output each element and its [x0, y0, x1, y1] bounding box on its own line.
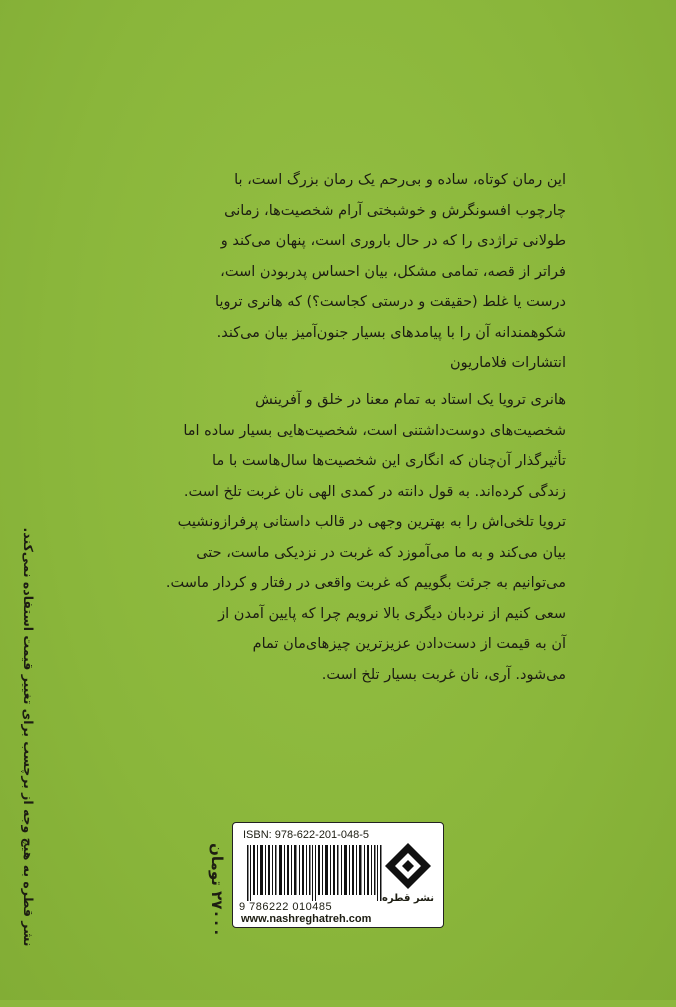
barcode-box	[232, 822, 444, 928]
blurb-line: شکوهمندانه آن را با پیامدهای بسیار جنون‌آمیز بیان می‌کند.	[216, 324, 566, 341]
blurb-line: طولانی تراژدی را که در حال باروری است، پنهان می‌کند و	[220, 233, 566, 249]
blurb-line: هانری ترویا یک استاد به تمام معنا در خلق و آفرینش	[255, 392, 566, 408]
ghatreh-logo-icon	[383, 841, 433, 891]
blurb-author-description	[146, 385, 566, 690]
blurb-line: درست یا غلط (حقیقت و درستی کجاست؟) که هانری ترویا	[215, 294, 566, 310]
blurb-line: می‌شود. آری، نان غربت بسیار تلخ است.	[321, 666, 566, 683]
isbn-label: ISBN: 978-622-201-048-5	[243, 829, 369, 841]
publisher-attribution: انتشارات فلاماریون	[449, 355, 566, 371]
blurb-line: می‌توانیم به جرئت بگوییم که غربت واقعی در رفتار و کردار ماست.	[165, 575, 566, 591]
blurb-line: آن به قیمت از دست‌دادن عزیزترین چیزهای‌مان تمام	[252, 636, 566, 652]
price-label: ۲۷۰۰۰ تومان	[208, 843, 226, 937]
barcode-number: 9 786222 010485	[239, 901, 333, 913]
blurb-line: تأثیرگذار آن‌چنان که انگاری این شخصیت‌ها سال‌هاست با ما	[212, 453, 566, 469]
blurb-line: ترویا تلخی‌اش را به بهترین وجهی در قالب داستانی پرفرازونشیب	[177, 514, 566, 530]
blurb-line: چارچوب افسونگرش و خوشبختی آرام شخصیت‌ها، زمانی	[224, 202, 566, 219]
blurb-line: بیان می‌کند و به ما می‌آموزد که غربت در نزدیکی ماست، حتی	[196, 544, 566, 561]
blurb-line: سعی کنیم از نردبان دیگری بالا نرویم چرا که پایین آمدن از	[218, 605, 566, 622]
blurb-line: این رمان کوتاه، ساده و بی‌رحم یک رمان بزرگ است، با	[234, 172, 566, 188]
barcode-image	[245, 845, 383, 901]
blurb-line: زندگی کرده‌اند. به قول دانته در کمدی الهی نان غربت تلخ است.	[183, 483, 566, 500]
publisher-logo-name: نشر قطره	[381, 893, 435, 904]
price-sticker-notice: نشر قطره به هیچ وجه از برچسب برای تغییر قیمت استفاده نمی‌کند.	[21, 527, 36, 947]
blurb-line: شخصیت‌های دوست‌داشتنی است، شخصیت‌هایی بسیار ساده اما	[183, 422, 566, 439]
blurb-line: فراتر از قصه، تمامی مشکل، بیان احساس پدربودن است،	[220, 263, 566, 280]
publisher-website: www.nashreghatreh.com	[241, 913, 372, 925]
blurb-publisher-review	[146, 165, 566, 379]
